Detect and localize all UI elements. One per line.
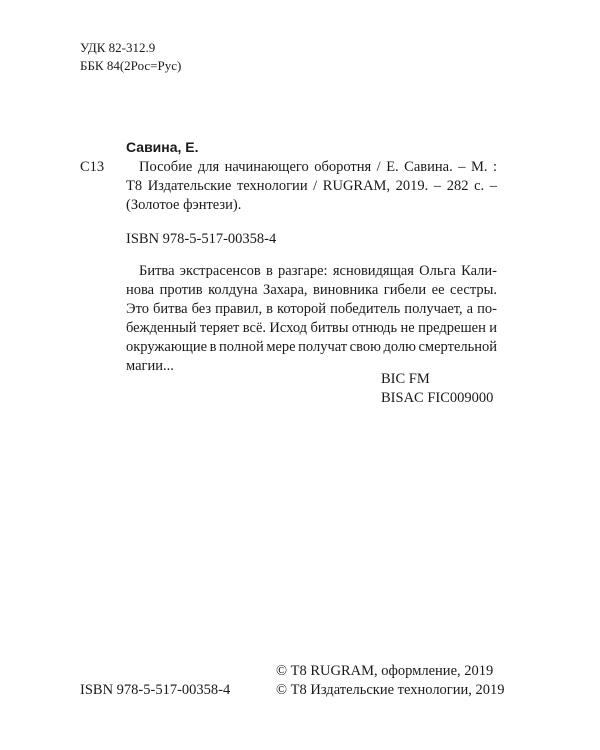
bisac-code: BISAC FIC009000 <box>381 390 494 406</box>
footer-isbn: ISBN 978-5-517-00358-4 <box>80 682 231 698</box>
author-name: Савина, Е. <box>126 139 199 155</box>
bic-code: BIC FM <box>381 371 430 387</box>
record-isbn: ISBN 978-5-517-00358-4 <box>126 231 277 247</box>
annotation-line-1: Битва экстрасенсов в разгаре: ясновидящая Ольга Кали- <box>139 263 497 279</box>
description-line-3: (Золотое фэнтези). <box>126 197 242 213</box>
description-line-1: Пособие для начинающего оборотня / Е. Савина. – М. : <box>139 159 497 175</box>
bbk-code: ББК 84(2Рос=Рус) <box>80 58 182 73</box>
annotation-line-3: Это битва без правил, в которой победитель получает, а по- <box>126 301 497 317</box>
copyright-t8: © Т8 Издательские технологии, 2019 <box>276 682 505 698</box>
annotation-line-5: окружающие в полной мере получат свою долю смертельной <box>126 339 497 355</box>
annotation-line-6: магии... <box>126 358 174 374</box>
author-mark: С13 <box>80 159 105 175</box>
annotation-line-2: нова против колдуна Захара, виновника гибели ее сестры. <box>126 282 497 298</box>
udk-code: УДК 82-312.9 <box>80 40 156 55</box>
copyright-rugram: © Т8 RUGRAM, оформление, 2019 <box>276 663 494 679</box>
description-line-2: Т8 Издательские технологии / RUGRAM, 2019. – 282 с. – <box>126 178 497 194</box>
annotation-line-4: бежденный теряет всё. Исход битвы отнюдь не предрешен и <box>126 320 497 336</box>
